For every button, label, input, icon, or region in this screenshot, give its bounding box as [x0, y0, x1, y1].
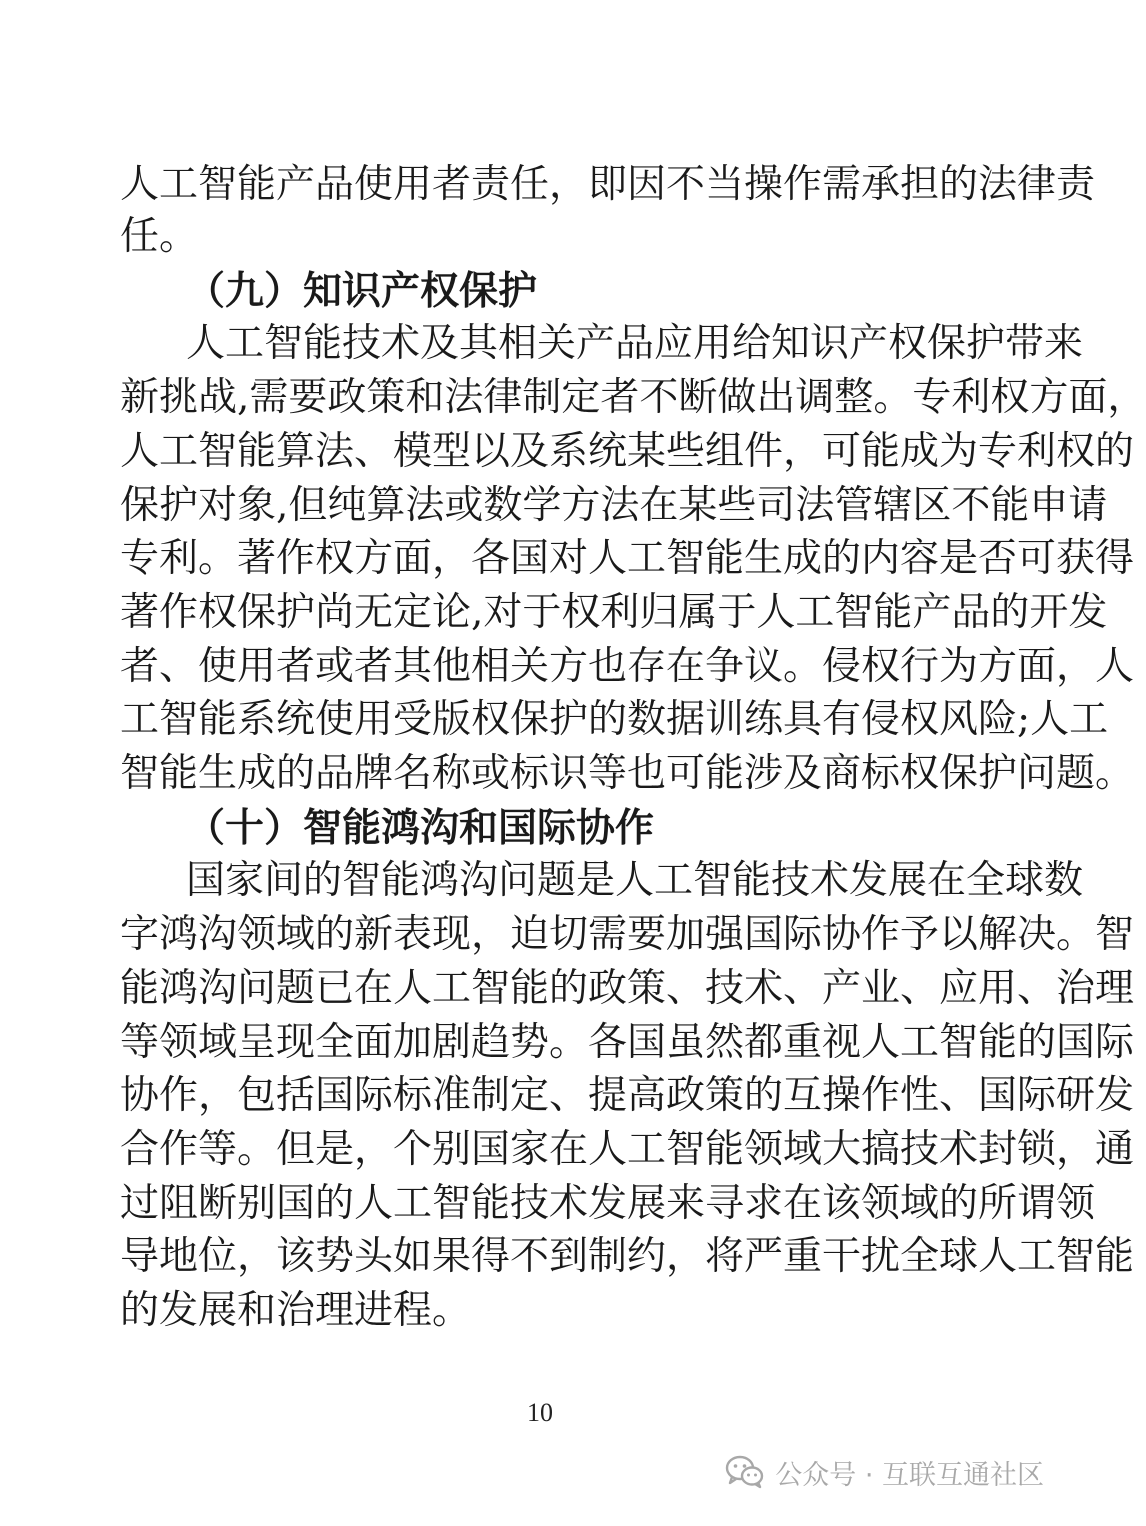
- watermark-text: 公众号 · 互联互通社区: [775, 1459, 1044, 1491]
- paragraph-line: 人工智能算法、模型以及系统某些组件，可能成为专利权的: [120, 429, 1135, 474]
- paragraph-line: 导地位，该势头如果得不到制约，将严重干扰全球人工智能: [120, 1234, 1135, 1279]
- paragraph-line: 国家间的智能鸿沟问题是人工智能技术发展在全球数: [186, 858, 1084, 903]
- paragraph-line: 字鸿沟领域的新表现，迫切需要加强国际协作予以解决。智: [120, 912, 1135, 957]
- paragraph-line: 人工智能产品使用者责任，即因不当操作需承担的法律责: [120, 162, 1096, 207]
- paragraph-line: 任。: [120, 214, 199, 259]
- paragraph-line: 智能生成的品牌名称或标识等也可能涉及商标权保护问题。: [120, 751, 1135, 796]
- paragraph-line: 著作权保护尚无定论,对于权利归属于人工智能产品的开发: [120, 590, 1108, 635]
- paragraph-line: 人工智能技术及其相关产品应用给知识产权保护带来: [186, 321, 1084, 366]
- paragraph-line: 合作等。但是，个别国家在人工智能领域大搞技术封锁，通: [120, 1127, 1135, 1172]
- paragraph-line: 者、使用者或者其他相关方也存在争议。侵权行为方面，人: [120, 644, 1135, 689]
- watermark: [725, 1452, 1044, 1492]
- section-heading-ip-protection: （九）知识产权保护: [186, 268, 538, 314]
- paragraph-line: 的发展和治理进程。: [120, 1288, 472, 1333]
- paragraph-line: 新挑战,需要政策和法律制定者不断做出调整。专利权方面，: [120, 375, 1146, 420]
- paragraph-line: 保护对象,但纯算法或数学方法在某些司法管辖区不能申请: [120, 483, 1108, 528]
- paragraph-line: 过阻断别国的人工智能技术发展来寻求在该领域的所谓领: [120, 1181, 1096, 1226]
- wechat-icon: [725, 1455, 765, 1489]
- paragraph-line: 等领域呈现全面加剧趋势。各国虽然都重视人工智能的国际: [120, 1020, 1135, 1065]
- section-heading-intelligence-divide: （十）智能鸿沟和国际协作: [186, 805, 655, 851]
- paragraph-line: 专利。著作权方面，各国对人工智能生成的内容是否可获得: [120, 536, 1135, 581]
- page-number: 10: [527, 1398, 553, 1427]
- paragraph-line: 工智能系统使用受版权保护的数据训练具有侵权风险;人工: [120, 697, 1109, 742]
- paragraph-line: 能鸿沟问题已在人工智能的政策、技术、产业、应用、治理: [120, 966, 1135, 1011]
- paragraph-line: 协作，包括国际标准制定、提高政策的互操作性、国际研发: [120, 1073, 1135, 1118]
